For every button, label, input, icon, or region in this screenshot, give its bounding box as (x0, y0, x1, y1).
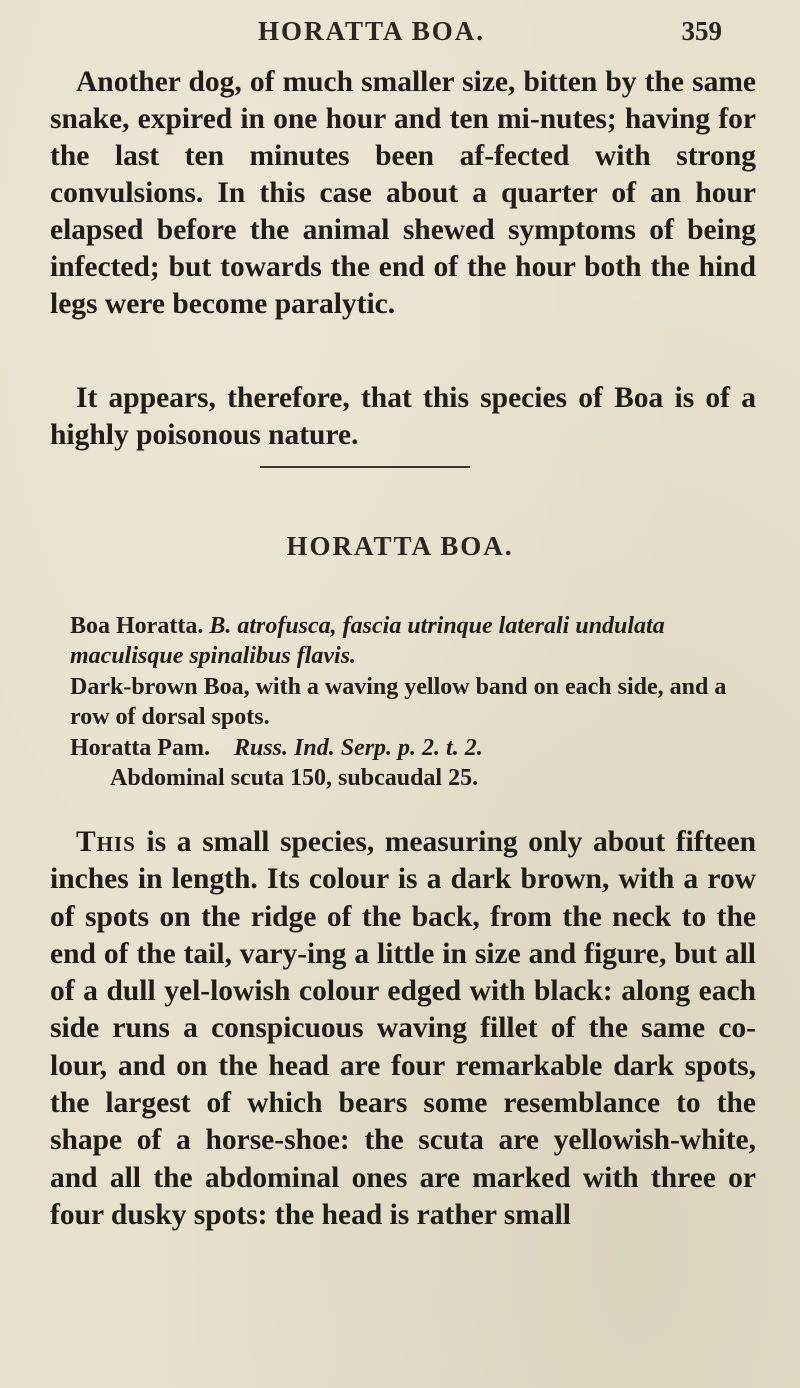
section-title: HORATTA BOA. (286, 531, 514, 561)
latin-diagnosis: B. atrofusca, fascia utrinque laterali undulata maculisque spinalibus flavis. (70, 613, 665, 669)
scuta-count: Abdominal scuta 150, subcaudal 25. (110, 765, 479, 791)
running-head-title: HORATTA BOA. (258, 16, 486, 46)
species-description-text: is a small species, measuring only about fifteen inches in length. Its colour is a dark brown, with a row of spots on the ridge of the back, from the neck to the end of the tail, vary-ing a little in size and figure, but all of a dull yel-lowish colour edged with black: along each side runs a conspicuous waving fillet of the same co-lour, and on the head are four remarkable dark spots, the largest of which bears some resemblance to the shape of a horse-shoe: the scuta are yellowish-white, and all the abdominal ones are marked with three or four dusky spots: the head is rather small (50, 826, 756, 1231)
reference-line (70, 733, 760, 763)
paragraph-dog-experiment: Another dog, of much smaller size, bitten by the same snake, expired in one hour and ten mi-nutes; having for the last ten minutes been af-fected with strong convulsions. In this case about a quarter of an hour elapsed before the animal shewed symptoms of being infected; but towards the end of the hour both the hind legs were become paralytic. (50, 66, 756, 320)
species-description (50, 824, 756, 1234)
english-diagnosis: Dark-brown Boa, with a waving yellow band on each side, and a row of dorsal spots. (70, 674, 727, 730)
lead-word: This (76, 826, 136, 858)
reference-name: Horatta Pam. (70, 735, 210, 761)
running-head (0, 16, 800, 56)
reference-citation: Russ. Ind. Serp. p. 2. t. 2. (233, 735, 483, 761)
section-divider (260, 466, 470, 468)
latin-name: Boa Horatta. (70, 613, 204, 639)
paragraph-conclusion: It appears, therefore, that this species of Boa is of a highly poisonous nature. (50, 382, 756, 451)
page-number: 359 (681, 16, 722, 46)
latin-description (70, 611, 760, 671)
